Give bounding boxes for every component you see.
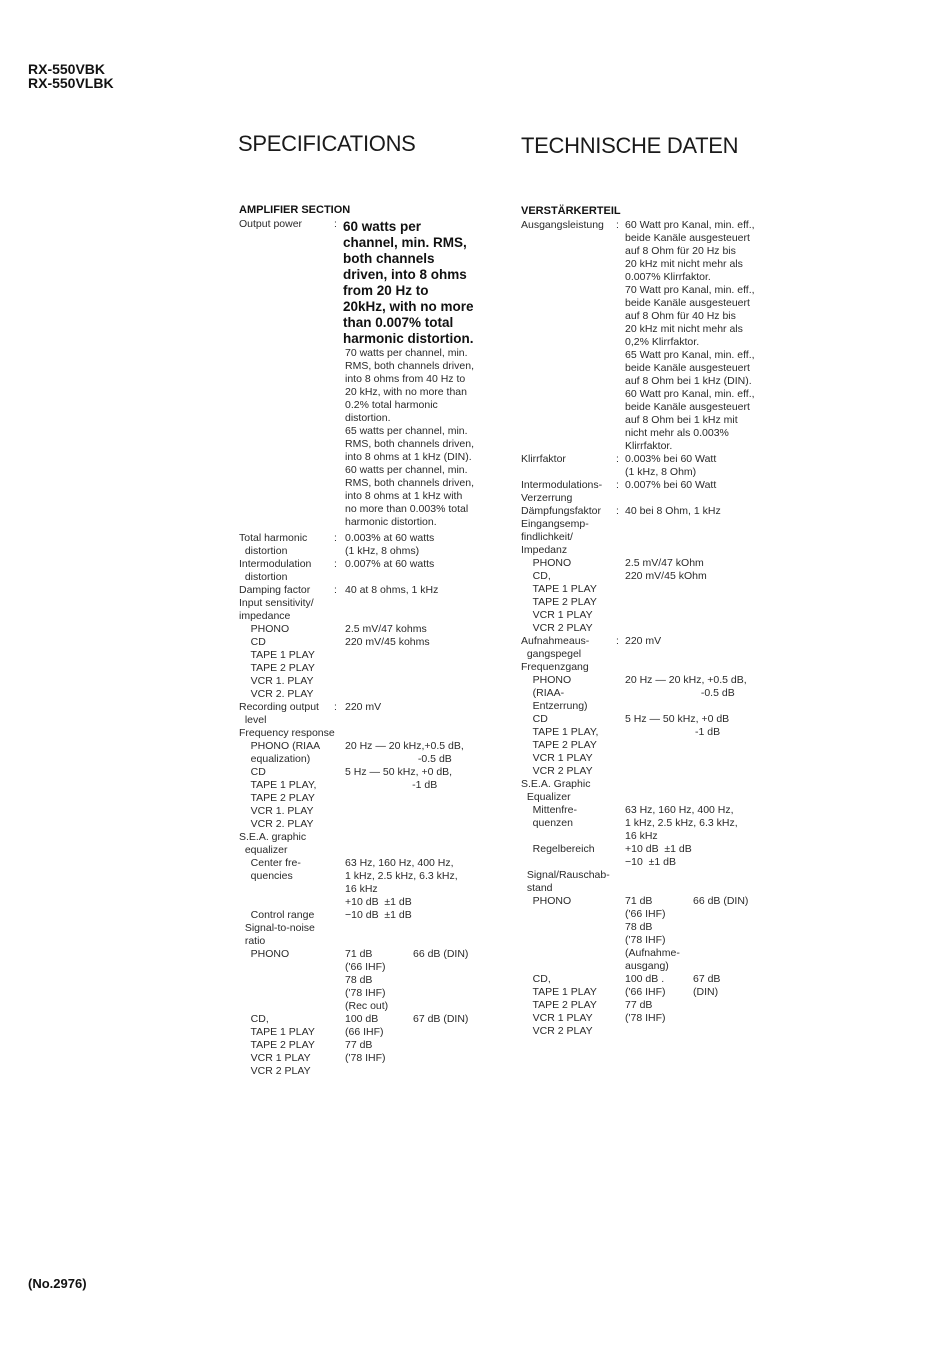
colon: : [616, 505, 619, 517]
spec-row [239, 727, 489, 831]
english-spec-rows [239, 532, 489, 1078]
english-spec-column [239, 218, 489, 1078]
spec-row [521, 505, 771, 518]
specifications-heading: SPECIFICATIONS [238, 131, 416, 156]
spec-value: 0.007% bei 60 Watt [625, 479, 717, 491]
spec-row [521, 479, 771, 505]
spec-label: Dämpfungsfaktor [521, 505, 601, 517]
spec-row [239, 532, 489, 558]
spec-row [239, 831, 489, 922]
spec-label: Signal/Rauschab- stand PHONO CD, TAPE 1 PLAY TAPE 2 PLAY VCR 1 PLAY VCR 2 PLAY [526, 869, 610, 1037]
spec-value: 2.5 mV/47 kOhm 220 mV/45 kOhm [625, 557, 707, 582]
spec-value: 20 Hz — 20 kHz, +0.5 dB, -0.5 dB 5 Hz — 50 kHz, +0 dB -1 dB [625, 674, 747, 738]
spec-label: Klirrfaktor [521, 453, 566, 465]
spec-row [239, 922, 489, 1078]
spec-label: Recording output level [239, 701, 319, 726]
spec-value: 60 Watt pro Kanal, min. eff., beide Kanäle ausgesteuert auf 8 Ohm für 20 Hz bis 20 kHz mit nicht mehr als 0.007% Klirrfaktor. 70 Watt pro Kanal, min. eff., beide Kanäle ausgesteuert auf 8 Ohm für 40 Hz bis 20 kHz mit nicht mehr als 0,2% Klirrfaktor. 65 Watt pro Kanal, min. eff., beide Kanäle ausgesteuert auf 8 Ohm bei 1 kHz (DIN). 60 Watt pro Kanal, min. eff., beide Kanäle ausgesteuert auf 8 Ohm bei 1 kHz mit nicht mehr als 0.003% Klirrfaktor. [625, 219, 755, 452]
spec-label: Total harmonic distortion [239, 532, 308, 557]
spec-label: Ausgangsleistung [521, 219, 604, 231]
spec-value: 0.007% at 60 watts [345, 558, 435, 570]
spec-label: Damping factor [239, 584, 311, 596]
model-number-2: RX-550VLBK [28, 75, 114, 91]
spec-row [521, 635, 771, 661]
spec-row [239, 584, 489, 597]
colon: : [616, 219, 619, 231]
colon: : [334, 584, 337, 596]
colon: : [616, 479, 619, 491]
spec-row [521, 518, 771, 635]
spec-value: 63 Hz, 160 Hz, 400 Hz, 1 kHz, 2.5 kHz, 6.3 kHz, 16 kHz +10 dB ±1 dB −10 dB ±1 dB [345, 857, 458, 921]
document-number: (No.2976) [28, 1276, 87, 1291]
german-spec-column [521, 219, 771, 1038]
spec-label: S.E.A. Graphic Equalizer Mittenfre- quenzen Regelbereich [521, 778, 595, 855]
technische-daten-heading: TECHNISCHE DATEN [521, 133, 739, 158]
colon: : [334, 558, 337, 570]
spec-value: 0.003% at 60 watts (1 kHz, 8 ohms) [345, 532, 435, 557]
spec-row [521, 778, 771, 869]
output-power-row [239, 218, 489, 532]
spec-value: 220 mV [625, 635, 662, 647]
spec-value: 220 mV [345, 701, 382, 713]
model-number-1: RX-550VBK [28, 61, 106, 77]
spec-label: S.E.A. graphic equalizer Center fre- quencies Control range [239, 831, 315, 921]
spec-row [239, 701, 489, 727]
spec-label: Intermodulations- Verzerrung [521, 479, 603, 504]
colon: : [334, 218, 337, 230]
spec-row [239, 558, 489, 584]
amplifier-section-title: AMPLIFIER SECTION [239, 204, 351, 216]
spec-value: 0.003% bei 60 Watt (1 kHz, 8 Ohm) [625, 453, 717, 478]
spec-row [521, 661, 771, 778]
spec-value: 2.5 mV/47 kohms 220 mV/45 kohms [345, 623, 430, 648]
spec-label: Eingangsemp- findlichkeit/ Impedanz PHONO CD, TAPE 1 PLAY TAPE 2 PLAY VCR 1 PLAY VCR 2 PLAY [521, 518, 597, 634]
spec-label: Intermodulation distortion [239, 558, 312, 583]
spec-row [239, 597, 489, 701]
spec-label: Aufnahmeaus- gangspegel [521, 635, 590, 660]
german-spec-rows [521, 219, 771, 1038]
spec-value: 71 dB ('66 IHF) 78 dB ('78 IHF) (Aufnahme- ausgang) 100 dB . ('66 IHF) 77 dB ('78 IHF) [625, 895, 680, 1024]
spec-label: Input sensitivity/ impedance PHONO CD TAPE 1 PLAY TAPE 2 PLAY VCR 1. PLAY VCR 2. PLAY [239, 597, 315, 700]
colon: : [334, 532, 337, 544]
spec-value: 63 Hz, 160 Hz, 400 Hz, 1 kHz, 2.5 kHz, 6.3 kHz, 16 kHz +10 dB ±1 dB −10 ±1 dB [625, 804, 738, 868]
spec-row [521, 453, 771, 479]
spec-row [521, 869, 771, 1038]
spec-value: 71 dB ('66 IHF) 78 dB ('78 IHF) (Rec out) 100 dB (66 IHF) 77 dB ('78 IHF) [345, 948, 389, 1064]
spec-value: 20 Hz — 20 kHz,+0.5 dB, -0.5 dB 5 Hz — 50 kHz, +0 dB, -1 dB [345, 740, 464, 791]
spec-value: 40 at 8 ohms, 1 kHz [345, 584, 439, 596]
spec-label: Frequenzgang PHONO (RIAA- Entzerrung) CD TAPE 1 PLAY, TAPE 2 PLAY VCR 1 PLAY VCR 2 PLAY [521, 661, 599, 777]
colon: : [334, 701, 337, 713]
output-power-rated: 60 watts per channel, min. RMS, both channels driven, into 8 ohms from 20 Hz to 20kHz, with no more than 0.007% total harmonic distortion. [343, 219, 474, 346]
colon: : [616, 453, 619, 465]
spec-value-din: 66 dB (DIN) 67 dB (DIN) [413, 948, 469, 1025]
spec-row [521, 219, 771, 453]
spec-label: Frequency response PHONO (RIAA equalization) CD TAPE 1 PLAY, TAPE 2 PLAY VCR 1. PLAY VCR 2. PLAY [239, 727, 335, 830]
spec-value-din: 66 dB (DIN) 67 dB (DIN) [693, 895, 749, 998]
verstaerkerteil-title: VERSTÄRKERTEIL [521, 205, 621, 217]
spec-value: 40 bei 8 Ohm, 1 kHz [625, 505, 721, 517]
spec-label: Signal-to-noise ratio PHONO CD, TAPE 1 PLAY TAPE 2 PLAY VCR 1 PLAY VCR 2 PLAY [244, 922, 315, 1077]
colon: : [616, 635, 619, 647]
output-power-details: 70 watts per channel, min. RMS, both channels driven, into 8 ohms from 40 Hz to 20 kHz, with no more than 0.2% total harmonic distortion. 65 watts per channel, min. RMS, both channels driven, into 8 ohms at 1 kHz (DIN). 60 watts per channel, min. RMS, both channels driven, into 8 ohms at 1 kHz with no more than 0.003% total harmonic distortion. [345, 347, 474, 528]
output-power-label: Output power [239, 218, 303, 230]
